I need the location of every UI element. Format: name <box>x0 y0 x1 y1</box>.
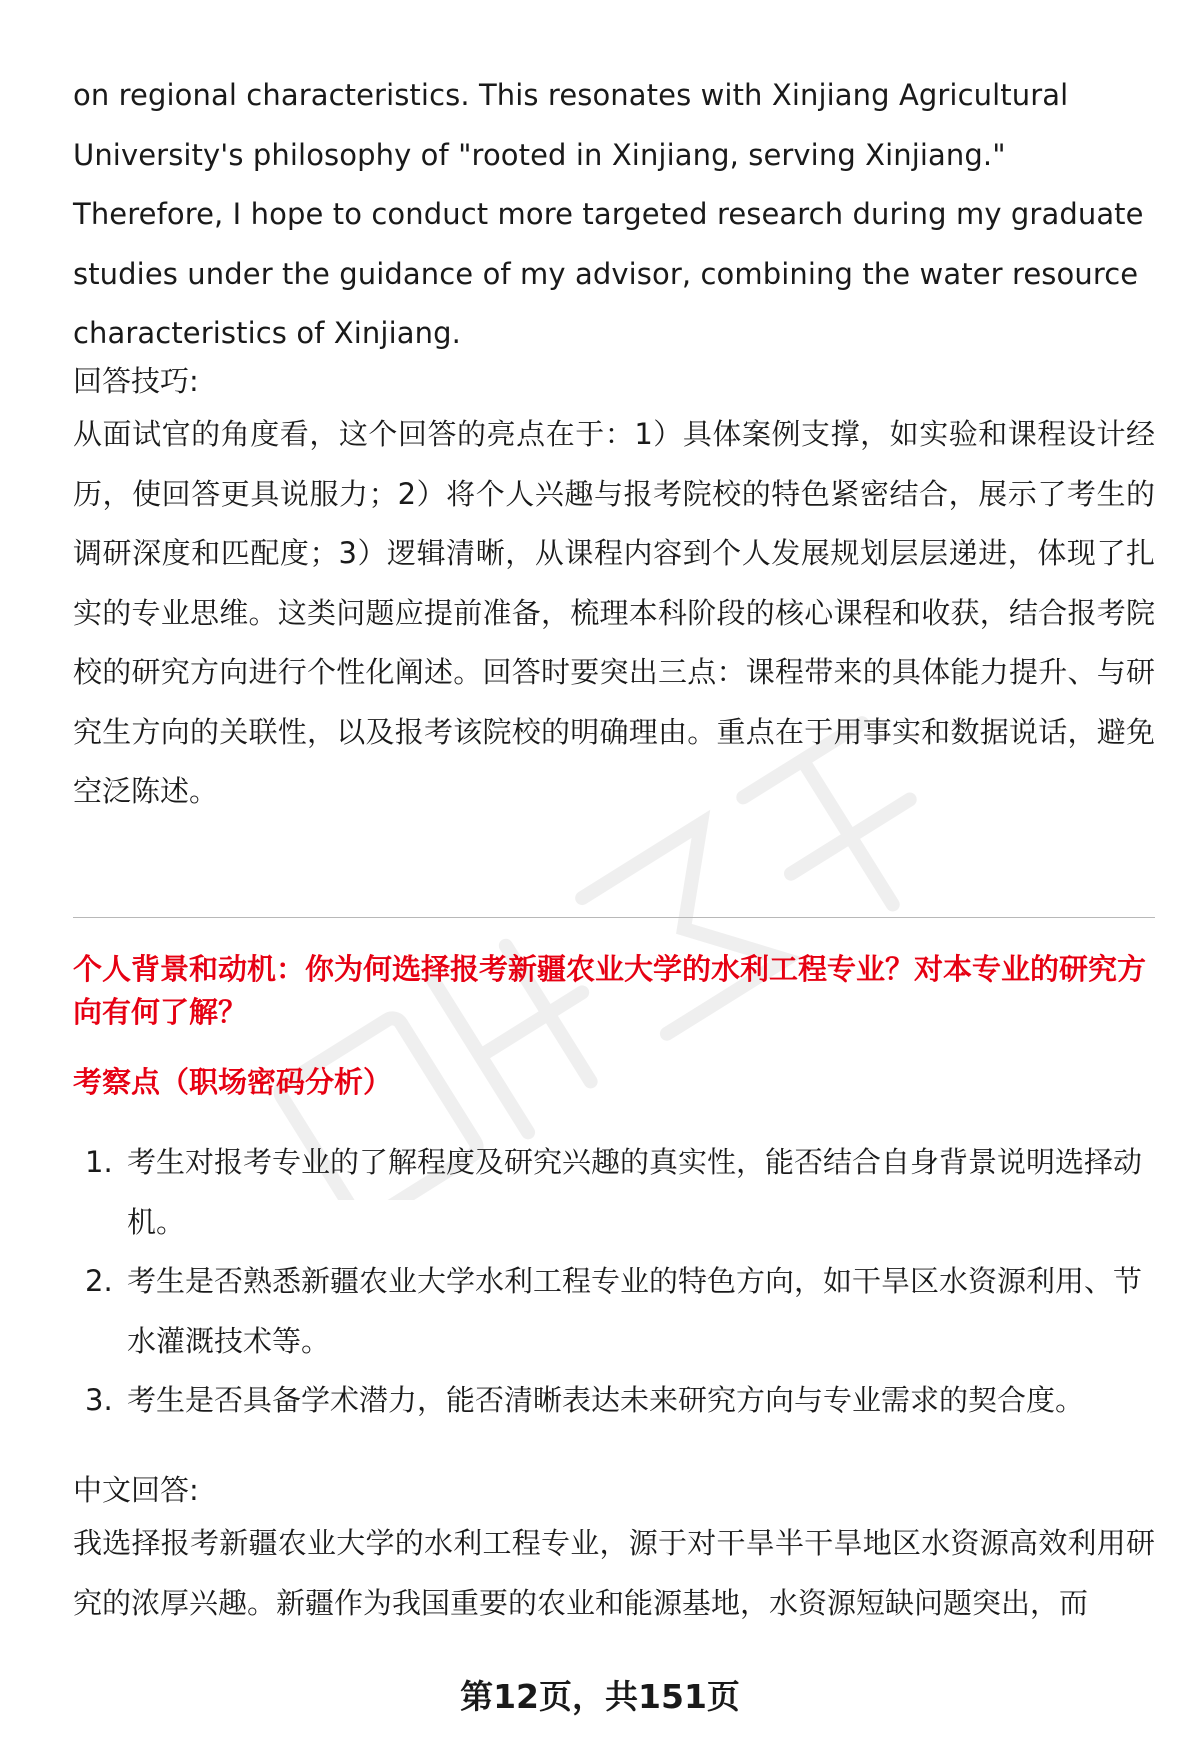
list-item-number: 2. <box>85 1264 113 1298</box>
section-divider <box>73 917 1155 918</box>
tips-label: 回答技巧: <box>73 364 199 398</box>
list-item <box>73 1252 1155 1371</box>
list-item <box>73 1371 1155 1431</box>
list-item-text: 考生是否具备学术潜力，能否清晰表达未来研究方向与专业需求的契合度。 <box>127 1383 1085 1417</box>
list-item <box>73 1133 1155 1252</box>
question-title: 个人背景和动机：你为何选择报考新疆农业大学的水利工程专业？对本专业的研究方向有何了解？ <box>73 952 1147 1029</box>
points-heading: 考察点（职场密码分析） <box>73 1065 393 1099</box>
list-item-number: 3. <box>85 1383 113 1417</box>
list-item-text: 考生是否熟悉新疆农业大学水利工程专业的特色方向，如干旱区水资源利用、节水灌溉技术等。 <box>127 1264 1143 1358</box>
answer-label: 中文回答: <box>73 1473 199 1507</box>
tips-paragraph: 从面试官的角度看，这个回答的亮点在于：1）具体案例支撑，如实验和课程设计经历，使回答更具说服力；2）将个人兴趣与报考院校的特色紧密结合，展示了考生的调研深度和匹配度；3）逻辑清晰，从课程内容到个人发展规划层层递进，体现了扎实的专业思维。这类问题应提前准备，梳理本科阶段的核心课程和收获，结合报考院校的研究方向进行个性化阐述。回答时要突出三点：课程带来的具体能力提升、与研究生方向的关联性，以及报考该院校的明确理由。重点在于用事实和数据说话，避免空泛陈述。 <box>73 417 1155 808</box>
intro-paragraph: on regional characteristics. This resonates with Xinjiang Agricultural University's philosophy of "rooted in Xinjiang, serving Xinjiang." Therefore, I hope to conduct more targeted research during my graduate studies under the guidance of my advisor, combining the water resource characteristics of Xinjiang. <box>73 78 1144 350</box>
list-item-number: 1. <box>85 1145 113 1179</box>
answer-paragraph: 我选择报考新疆农业大学的水利工程专业，源于对干旱半干旱地区水资源高效利用研究的浓厚兴趣。新疆作为我国重要的农业和能源基地，水资源短缺问题突出，而 <box>73 1526 1155 1620</box>
points-list <box>73 1133 1155 1431</box>
page-number: 第12页，共151页 <box>460 1677 740 1716</box>
list-item-text: 考生对报考专业的了解程度及研究兴趣的真实性，能否结合自身背景说明选择动机。 <box>127 1145 1143 1239</box>
